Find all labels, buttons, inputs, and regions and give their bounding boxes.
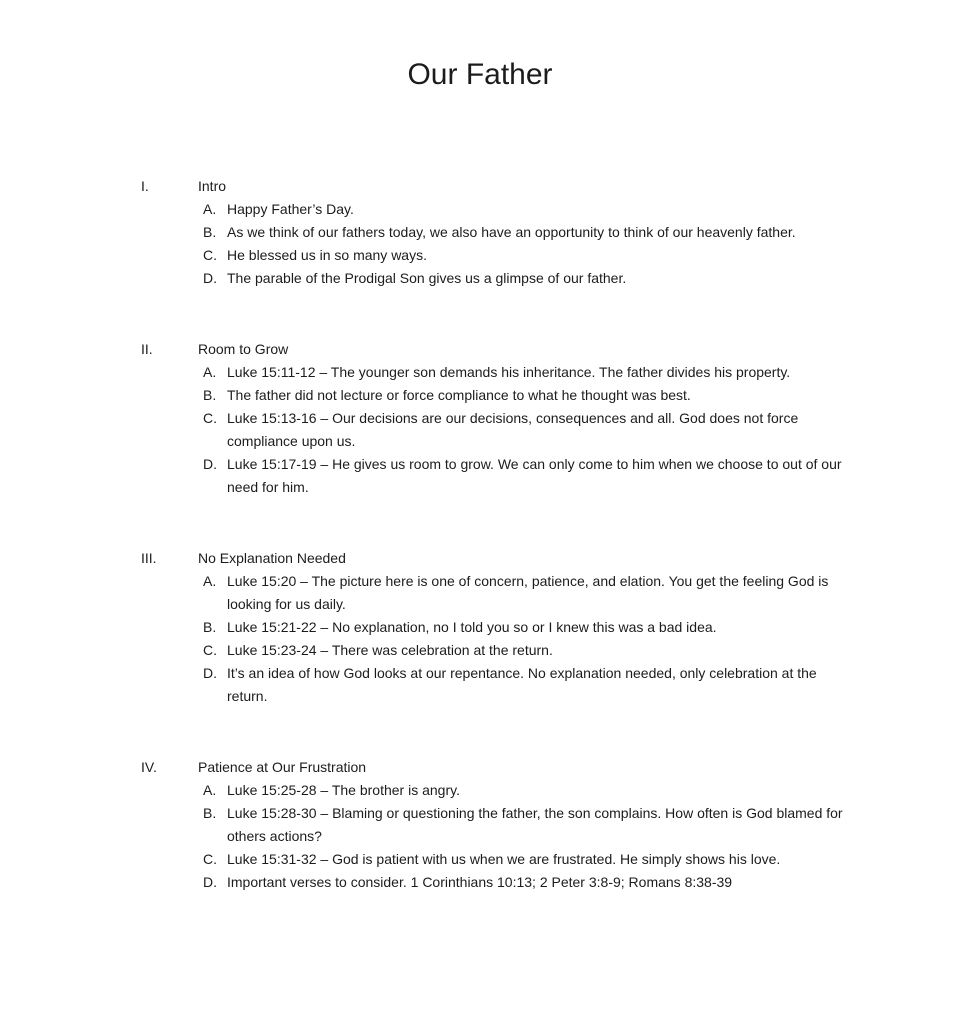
item-letter: B. [203,805,217,821]
item-letter: C. [203,851,217,867]
item-letter: D. [203,456,217,472]
item-letter: D. [203,874,217,890]
section-items [203,361,880,499]
list-item [203,221,880,244]
list-item [203,639,880,662]
section-items [203,198,880,290]
item-text: Luke 15:21-22 – No explanation, no I told you so or I knew this was a bad idea. [227,619,717,635]
item-letter: A. [203,364,217,380]
list-item [203,871,880,894]
section-body [198,338,880,499]
section-heading: Patience at Our Frustration [198,759,367,775]
item-text: Luke 15:17-19 – He gives us room to grow. We can only come to him when we choose to out of our need for him. [227,456,842,495]
section-numeral: II. [141,341,153,357]
item-letter: B. [203,224,217,240]
section-heading: Intro [198,178,227,194]
list-item [203,779,880,802]
item-text: As we think of our fathers today, we also have an opportunity to think of our heavenly father. [227,224,796,240]
list-item [203,802,880,848]
item-text: Happy Father’s Day. [227,201,354,217]
item-letter: C. [203,247,217,263]
list-item [203,453,880,499]
item-letter: A. [203,201,217,217]
item-text: Luke 15:13-16 – Our decisions are our decisions, consequences and all. God does not force compliance upon us. [227,410,799,449]
item-text: It’s an idea of how God looks at our repentance. No explanation needed, only celebration at the return. [227,665,817,704]
section-numeral: I. [141,178,149,194]
item-letter: A. [203,782,217,798]
document-title: Our Father [407,58,553,91]
list-item [203,267,880,290]
list-item [203,570,880,616]
section-items [203,570,880,708]
list-item [203,407,880,453]
outline-section [141,756,880,894]
item-text: He blessed us in so many ways. [227,247,427,263]
item-text: Luke 15:25-28 – The brother is angry. [227,782,460,798]
section-numeral: IV. [141,759,157,775]
item-letter: A. [203,573,217,589]
item-letter: D. [203,270,217,286]
section-items [203,779,880,894]
outline-section [141,547,880,708]
list-item [203,244,880,267]
item-text: The father did not lecture or force compliance to what he thought was best. [227,387,691,403]
item-text: Luke 15:31-32 – God is patient with us when we are frustrated. He simply shows his love. [227,851,781,867]
item-letter: C. [203,410,217,426]
item-letter: B. [203,619,217,635]
section-body [198,547,880,708]
item-letter: C. [203,642,217,658]
list-item [203,662,880,708]
item-text: The parable of the Prodigal Son gives us a glimpse of our father. [227,270,627,286]
list-item [203,198,880,221]
item-letter: B. [203,387,217,403]
item-text: Luke 15:23-24 – There was celebration at the return. [227,642,553,658]
item-letter: D. [203,665,217,681]
item-text: Important verses to consider. 1 Corinthians 10:13; 2 Peter 3:8-9; Romans 8:38-39 [227,874,733,890]
section-body [198,756,880,894]
item-text: Luke 15:28-30 – Blaming or questioning the father, the son complains. How often is God blamed for others actions? [227,805,843,844]
outline-section [141,338,880,499]
item-text: Luke 15:11-12 – The younger son demands his inheritance. The father divides his property. [227,364,791,380]
list-item [203,361,880,384]
list-item [203,848,880,871]
list-item [203,616,880,639]
section-numeral: III. [141,550,157,566]
item-text: Luke 15:20 – The picture here is one of concern, patience, and elation. You get the feeling God is looking for us daily. [227,573,829,612]
outline [0,175,960,894]
outline-section [141,175,880,290]
section-body [198,175,880,290]
section-heading: Room to Grow [198,341,289,357]
section-heading: No Explanation Needed [198,550,346,566]
list-item [203,384,880,407]
